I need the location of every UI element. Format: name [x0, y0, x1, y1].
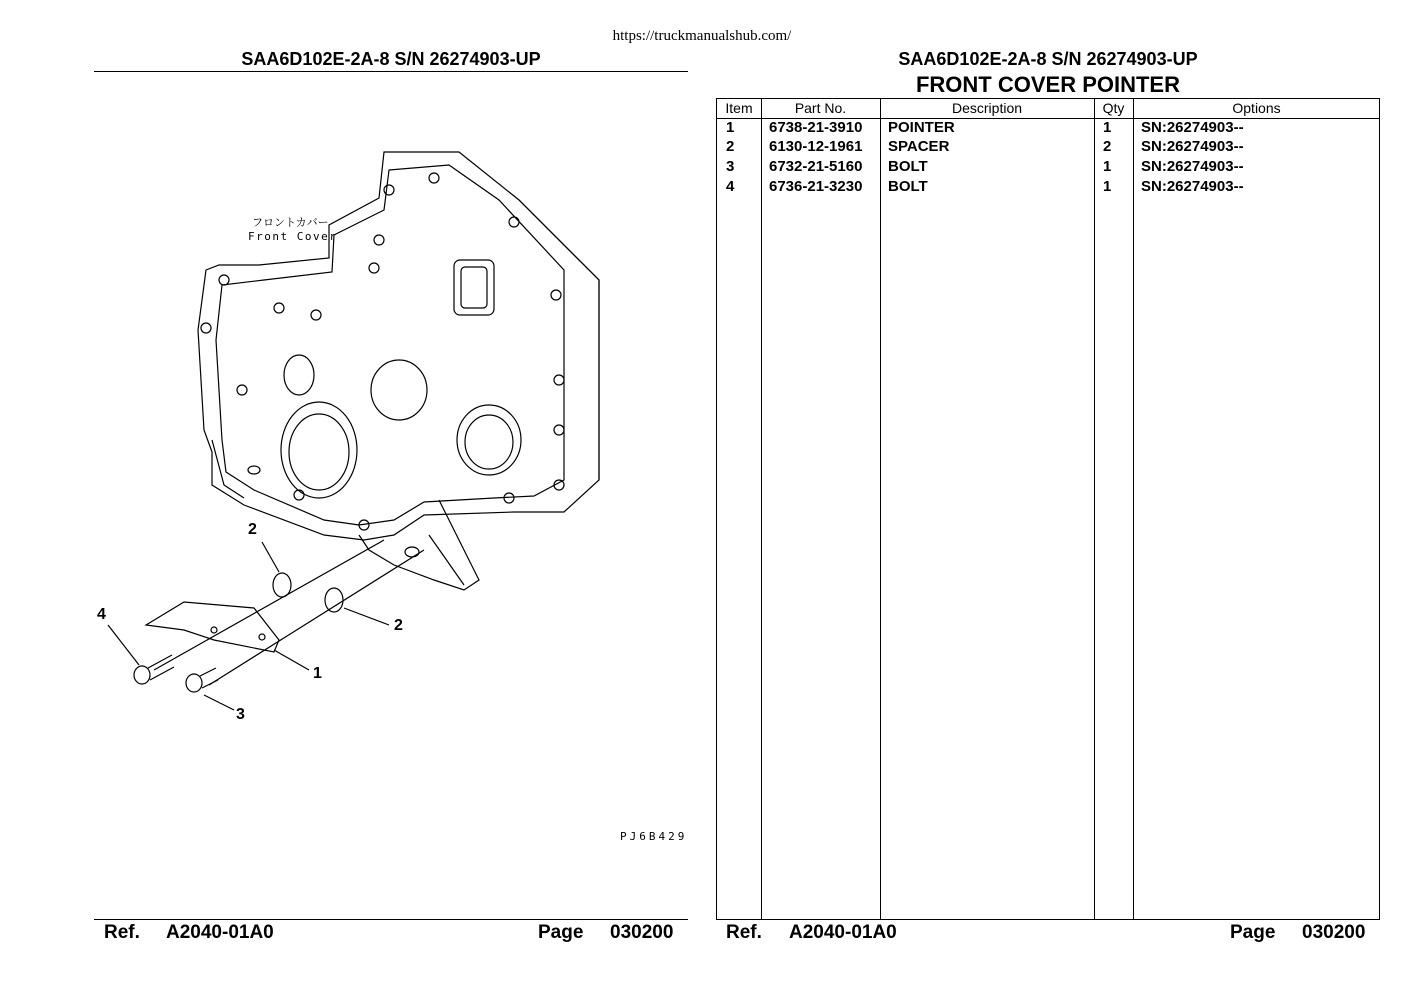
right-page-title: SAA6D102E-2A-8 S/N 26274903-UP: [898, 49, 1198, 69]
col-divider: [761, 99, 762, 919]
row-3-part-no: 6732-21-5160: [769, 158, 863, 175]
row-3-description: BOLT: [888, 158, 928, 175]
header-qty: Qty: [1102, 100, 1125, 116]
row-4-qty: 1: [1103, 178, 1112, 195]
row-3-qty: 1: [1103, 158, 1112, 175]
row-3-item: 3: [726, 158, 735, 175]
header-description: Description: [951, 100, 1023, 116]
right-footer-divider: [716, 919, 1380, 920]
right-ref-value: A2040-01A0: [789, 922, 897, 943]
row-1-options: SN:26274903--: [1141, 119, 1244, 136]
spacer-upper: [273, 573, 291, 597]
right-page-number: 030200: [1302, 922, 1366, 943]
callout-4: 4: [97, 606, 106, 623]
callout-2-upper: 2: [248, 521, 257, 538]
front-cover-label-en: Front Cover: [248, 230, 338, 243]
row-2-options: SN:26274903--: [1141, 138, 1244, 155]
row-1-qty: 1: [1103, 119, 1112, 136]
row-4-item: 4: [726, 178, 735, 195]
header-item: Item: [725, 100, 753, 116]
row-1-description: POINTER: [888, 119, 955, 136]
source-url[interactable]: https://truckmanualshub.com/: [612, 28, 792, 44]
row-2-description: SPACER: [888, 138, 950, 155]
col-divider: [1094, 99, 1095, 919]
bolt-3: [186, 668, 218, 692]
col-divider: [1133, 99, 1134, 919]
crankshaft-seal-opening: [281, 402, 357, 498]
left-footer-divider: [94, 919, 688, 920]
callout-1: 1: [313, 665, 322, 682]
row-1-item: 1: [726, 119, 735, 136]
left-page-title: SAA6D102E-2A-8 S/N 26274903-UP: [241, 49, 541, 69]
front-cover-label-jp: フロントカバー: [252, 216, 329, 229]
callout-3: 3: [236, 706, 245, 723]
parts-table: [716, 98, 1380, 920]
callout-2-lower: 2: [394, 617, 403, 634]
row-2-item: 2: [726, 138, 735, 155]
left-page-label: Page: [538, 922, 584, 943]
section-title: FRONT COVER POINTER: [915, 72, 1180, 97]
right-ref-label: Ref.: [726, 922, 762, 943]
front-cover-outline: [198, 152, 599, 540]
left-title-divider: [94, 71, 688, 72]
col-divider: [880, 99, 881, 919]
row-4-description: BOLT: [888, 178, 928, 195]
front-cover-exploded-diagram: [94, 140, 694, 740]
row-3-options: SN:26274903--: [1141, 158, 1244, 175]
header-options: Options: [1232, 100, 1281, 116]
left-ref-value: A2040-01A0: [166, 922, 274, 943]
row-2-qty: 2: [1103, 138, 1112, 155]
row-1-part-no: 6738-21-3910: [769, 119, 863, 136]
drawing-code: PJ6B429: [620, 830, 688, 843]
spacer-lower: [325, 588, 343, 612]
row-4-part-no: 6736-21-3230: [769, 178, 863, 195]
header-part-no: Part No.: [794, 100, 847, 116]
left-page-number: 030200: [610, 922, 674, 943]
right-page-label: Page: [1230, 922, 1276, 943]
row-2-part-no: 6130-12-1961: [769, 138, 863, 155]
left-ref-label: Ref.: [104, 922, 140, 943]
row-4-options: SN:26274903--: [1141, 178, 1244, 195]
